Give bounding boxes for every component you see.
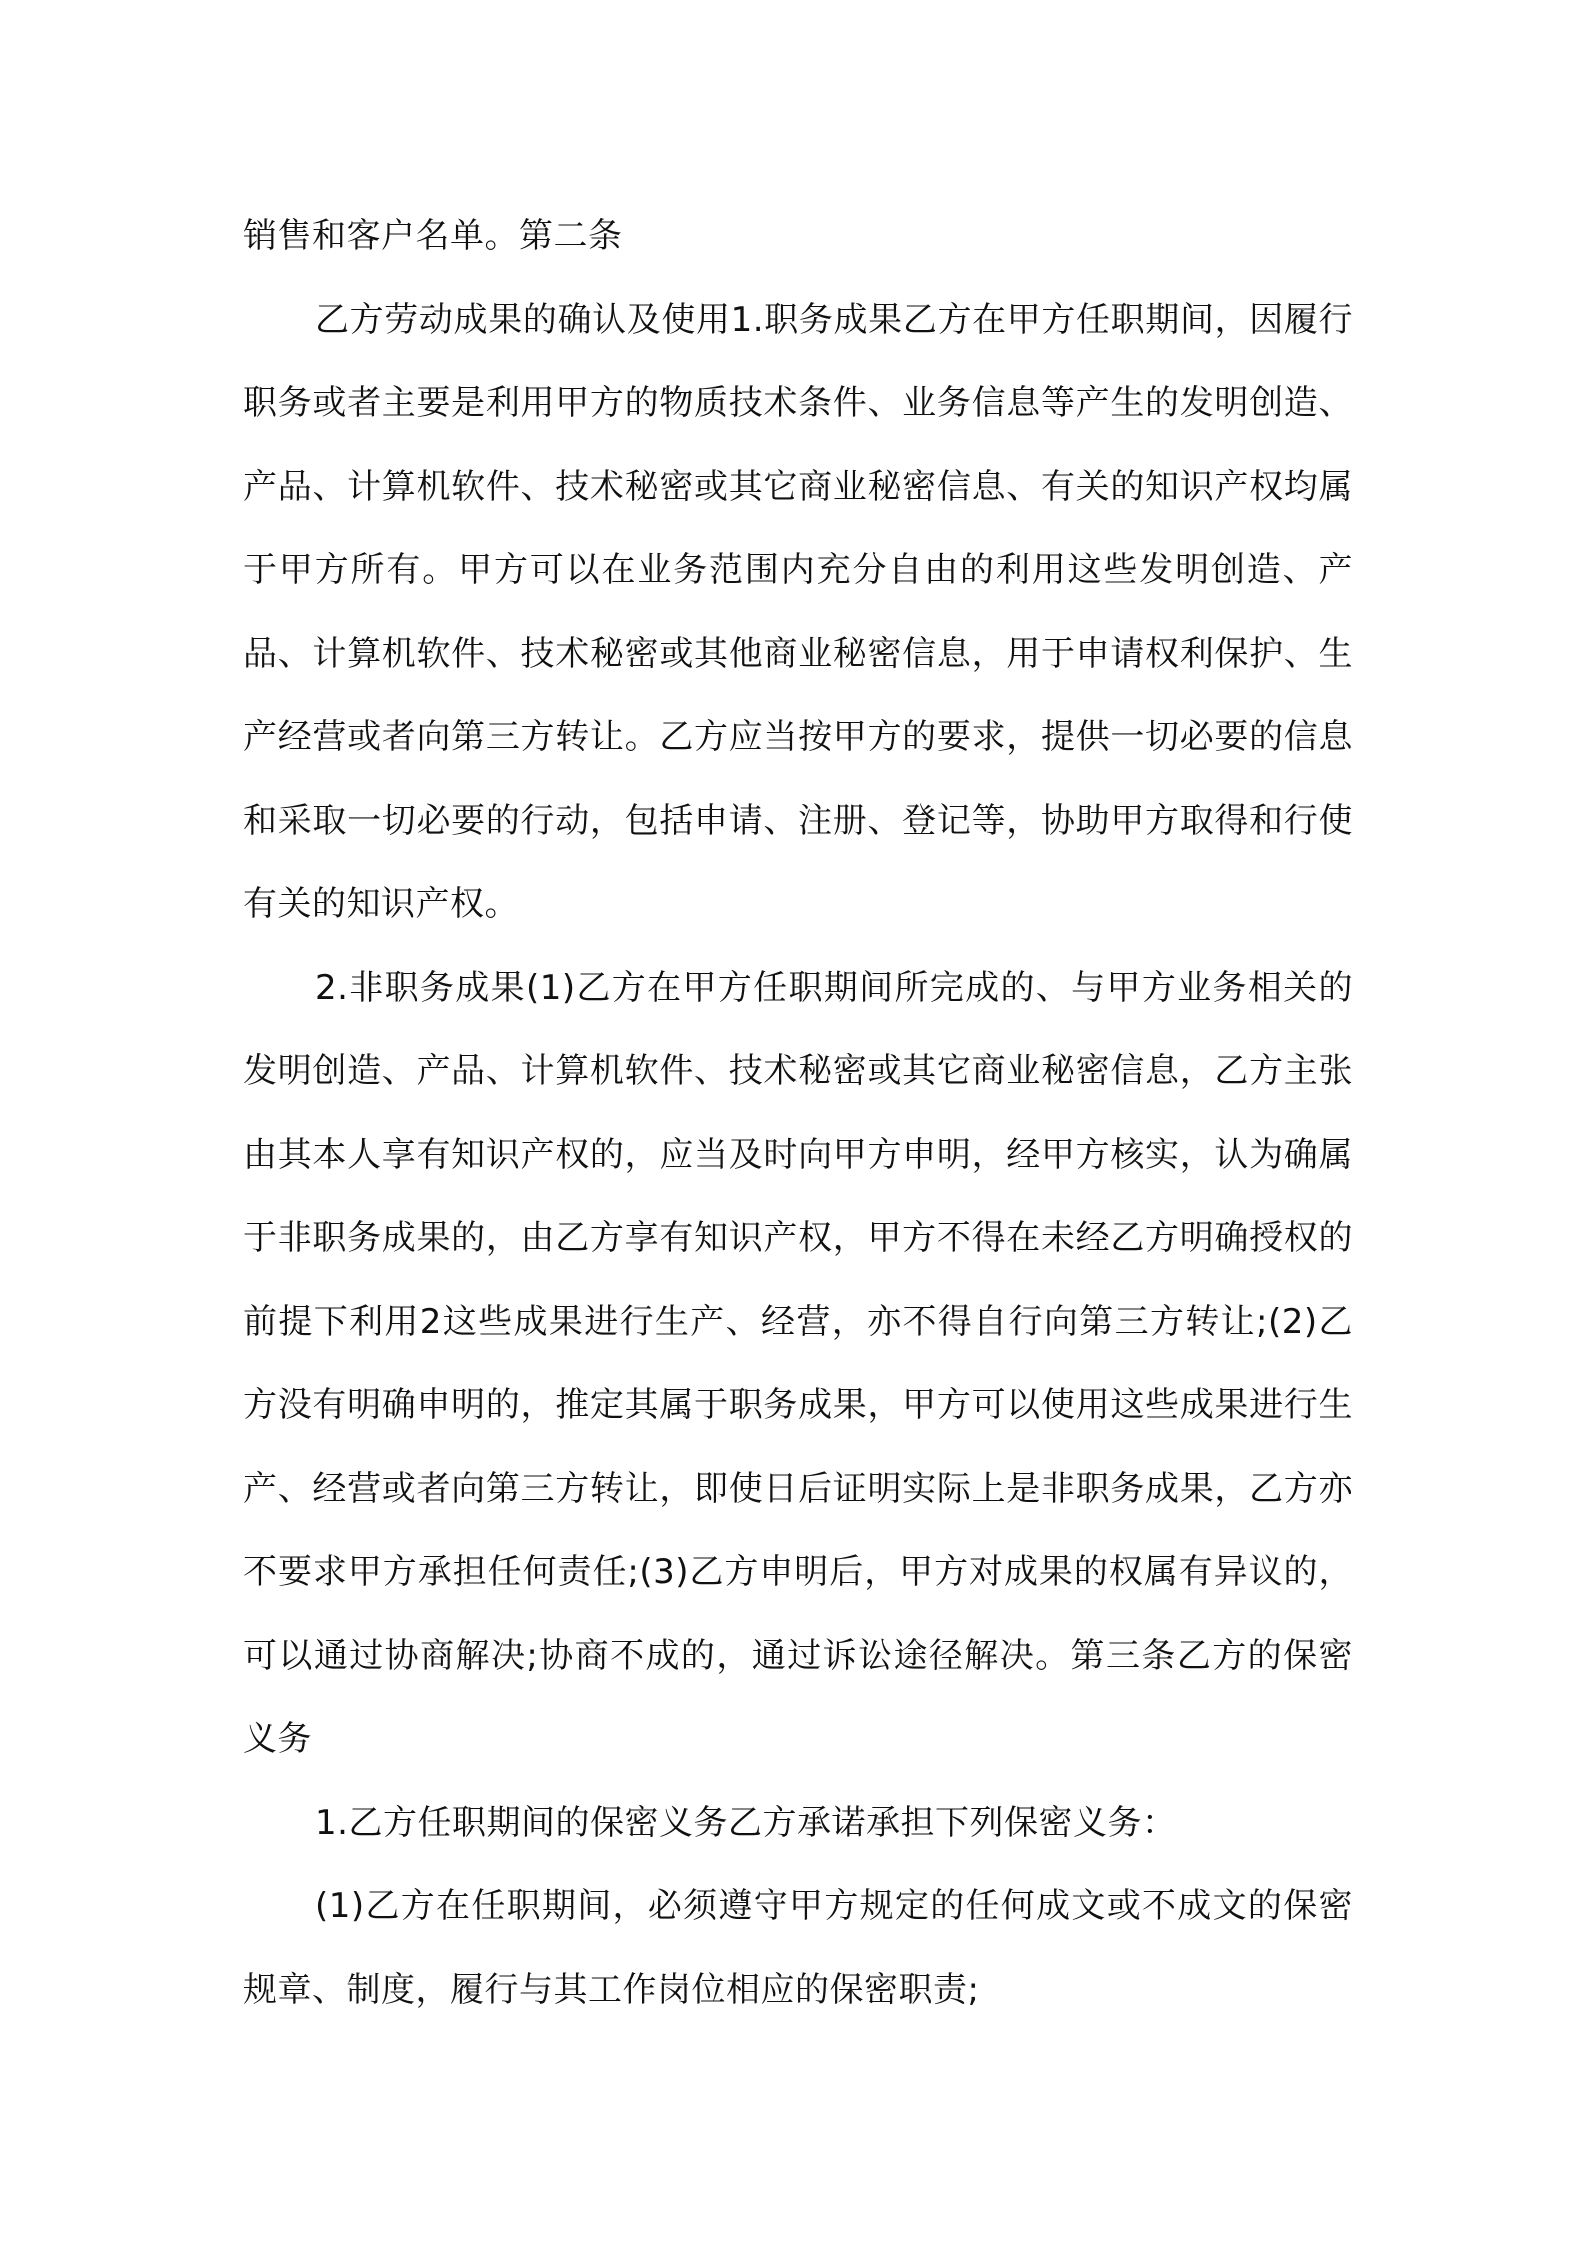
paragraph-continuation: 销售和客户名单。第二条 (243, 216, 623, 256)
paragraph-non-work-results: 2.非职务成果(1)乙方在甲方任职期间所完成的、与甲方业务相关的发明创造、产品、计算机软件、技术秘密或其它商业秘密信息，乙方主张由其本人享有知识产权的，应当及时向甲方申明，经甲方核实，认为确属于非职务成果的，由乙方享有知识产权，甲方不得在未经乙方明确授权的前提下利用2这些成果进行生产、经营，亦不得自行向第三方转让;(2)乙方没有明确申明的，推定其属于职务成果，甲方可以使用这些成果进行生产、经营或者向第三方转让，即使日后证明实际上是非职务成果，乙方亦不要求甲方承担任何责任;(3)乙方申明后，甲方对成果的权属有异议的，可以通过协商解决;协商不成的，通过诉讼途径解决。第三条乙方的保密义务 (243, 967, 1353, 1759)
document-body (243, 195, 1353, 2032)
paragraph-confidentiality-duty: 1.乙方任职期间的保密义务乙方承诺承担下列保密义务： (315, 1802, 1177, 1843)
paragraph-work-results: 乙方劳动成果的确认及使用1.职务成果乙方在甲方任职期间，因履行职务或者主要是利用甲方的物质技术条件、业务信息等产生的发明创造、产品、计算机软件、技术秘密或其它商业秘密信息、有关的知识产权均属于甲方所有。甲方可以在业务范围内充分自由的利用这些发明创造、产品、计算机软件、技术秘密或其他商业秘密信息，用于申请权利保护、生产经营或者向第三方转让。乙方应当按甲方的要求，提供一切必要的信息和采取一切必要的行动，包括申请、注册、登记等，协助甲方取得和行使有关的知识产权。 (243, 299, 1353, 924)
paragraph-confidentiality-rules: (1)乙方在任职期间，必须遵守甲方规定的任何成文或不成文的保密规章、制度，履行与其工作岗位相应的保密职责; (243, 1886, 1353, 2010)
